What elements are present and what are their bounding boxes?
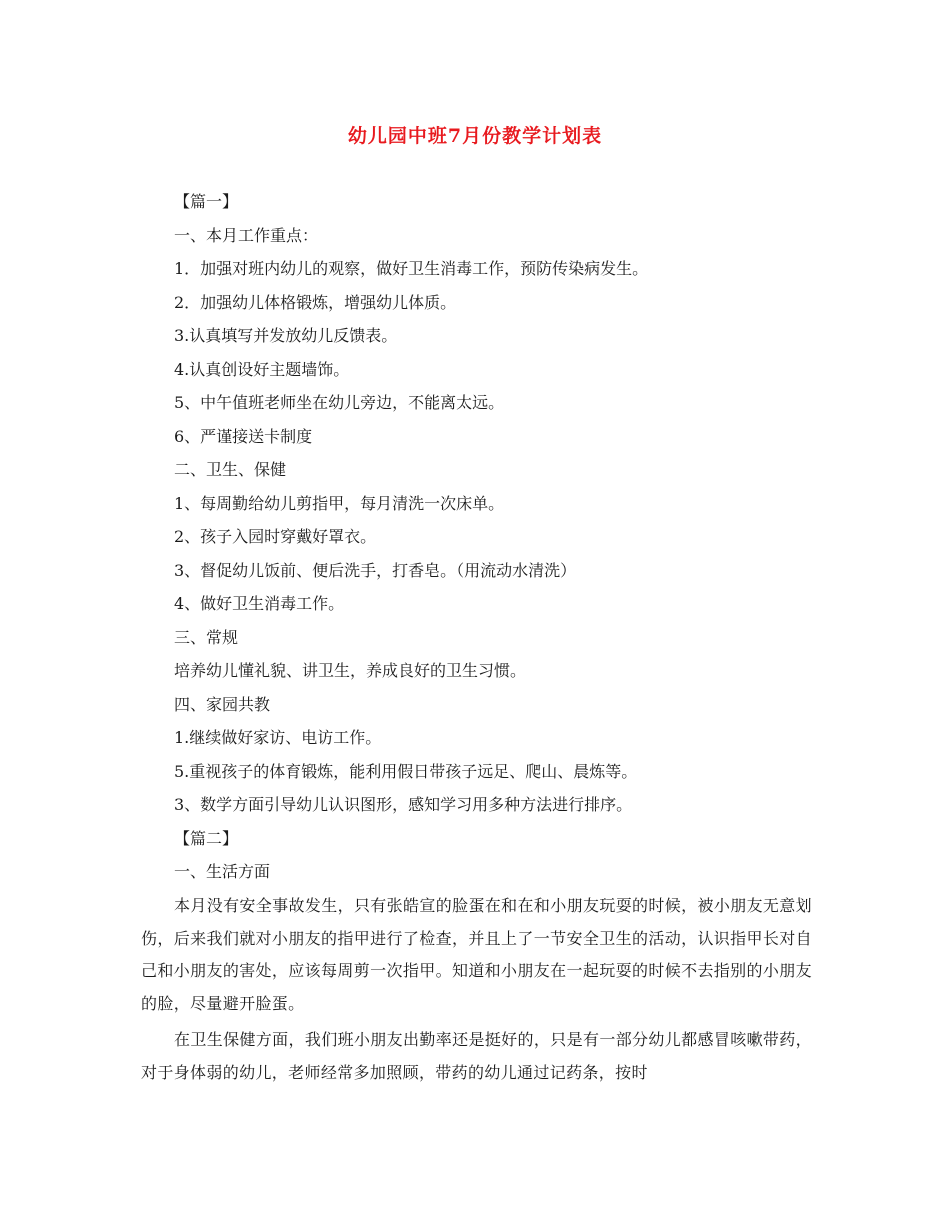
text-line: 3、督促幼儿饭前、便后洗手，打香皂。（用流动水清洗） [174,560,577,580]
text-line: 一、生活方面 [174,862,271,881]
text-line: 3、数学方面引导幼儿认识图形，感知学习用多种方法进行排序。 [174,795,633,814]
text-line: 二、卫生、保健 [174,460,287,479]
text-line: 3.认真填写并发放幼儿反馈表。 [174,326,398,345]
paragraph: 本月没有安全事故发生，只有张皓宣的脸蛋在和在和小朋友玩耍的时候，被小朋友无意划伤，后来我们就对小朋友的指甲进行了检查，并且上了一节安全卫生的活动，认识指甲长对自己和小朋友的害处，应该每周剪一次指甲。知道和小朋友在一起玩耍的时候不去指别的小朋友的脸，尽量避开脸蛋。 [141,896,812,1013]
text-line: 2．加强幼儿体格锻炼，增强幼儿体质。 [174,292,457,312]
text-line: 5、中午值班老师坐在幼儿旁边，不能离太远。 [174,393,505,412]
document-title: 幼儿园中班7月份教学计划表 [347,125,603,147]
text-line: 2、孩子入园时穿戴好罩衣。 [174,527,377,546]
text-line: 四、家园共教 [174,694,271,714]
section-heading: 【篇一】 [174,192,239,211]
text-line: 1．加强对班内幼儿的观察，做好卫生消毒工作，预防传染病发生。 [174,259,649,278]
text-line: 6、严谨接送卡制度 [174,426,313,446]
text-line: 一、本月工作重点： [174,225,319,245]
text-line: 1.继续做好家访、电访工作。 [174,728,382,747]
text-line: 三、常规 [174,627,239,647]
section-heading: 【篇二】 [174,828,239,848]
text-line: 培养幼儿懂礼貌、讲卫生，养成良好的卫生习惯。 [174,661,527,680]
text-line: 4.认真创设好主题墙饰。 [174,359,350,379]
text-line: 1、每周勤给幼儿剪指甲，每月清洗一次床单。 [174,493,505,513]
text-line: 5.重视孩子的体育锻炼，能利用假日带孩子远足、爬山、晨炼等。 [174,761,638,781]
paragraph: 在卫生保健方面，我们班小朋友出勤率还是挺好的，只是有一部分幼儿都感冒咳嗽带药，对于身体弱的幼儿，老师经常多加照顾，带药的幼儿通过记药条，按时 [141,1030,812,1082]
text-line: 4、做好卫生消毒工作。 [174,594,345,613]
